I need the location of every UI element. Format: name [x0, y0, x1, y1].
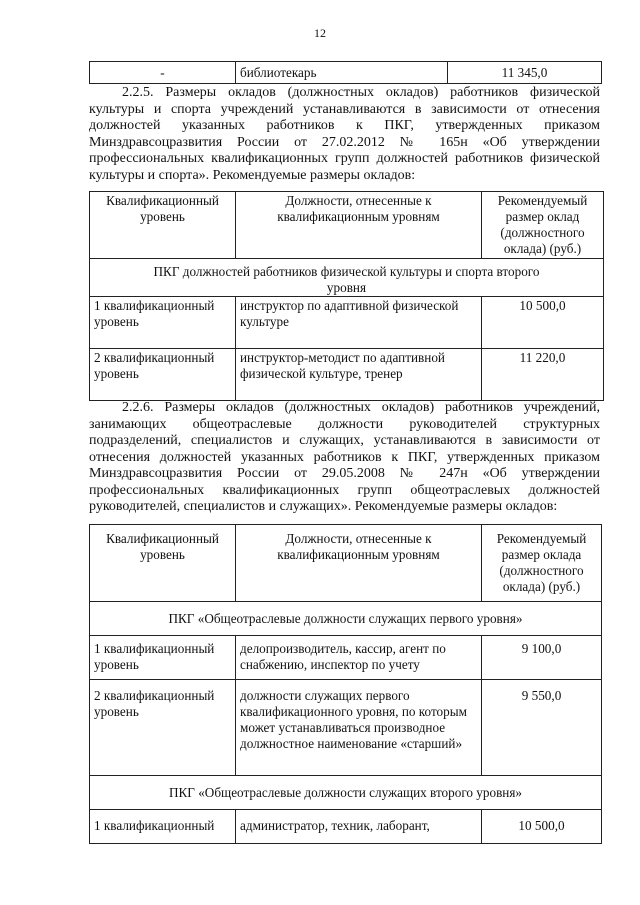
header-position: Должности, отнесенные к квалификационным уровням: [236, 192, 482, 259]
table-row: [90, 810, 602, 844]
table-row: [90, 680, 602, 776]
table-general-positions: [89, 524, 602, 844]
cell-position: инструктор по адаптивной физической культуре: [236, 297, 482, 349]
cell-level: 1 квалификационный уровень: [90, 636, 236, 680]
table-physical-culture: [89, 191, 604, 401]
table-row: [90, 62, 602, 84]
group-row: [90, 259, 604, 297]
table-row: [90, 297, 604, 349]
cell-position: инструктор-методист по адаптивной физической культуре, тренер: [236, 349, 482, 401]
header-salary: Рекомендуемый размер оклада (должностного оклада) (руб.): [482, 525, 602, 602]
cell-salary: 11 220,0: [482, 349, 604, 401]
cell-position: администратор, техник, лаборант,: [236, 810, 482, 844]
group-title: ПКГ должностей работников физической культуры и спорта второго уровня: [90, 259, 604, 297]
cell-salary: 11 345,0: [448, 62, 602, 84]
header-position: Должности, отнесенные к квалификационным уровням: [236, 525, 482, 602]
table-header-row: [90, 525, 602, 602]
cell-salary: 9 550,0: [482, 680, 602, 776]
group-title: ПКГ «Общеотраслевые должности служащих второго уровня»: [90, 776, 602, 810]
group-row: [90, 776, 602, 810]
cell-position: библиотекарь: [236, 62, 448, 84]
group-row: [90, 602, 602, 636]
table-row: [90, 349, 604, 401]
cell-level: 1 квалификационный: [90, 810, 236, 844]
table-row: [90, 636, 602, 680]
header-salary: Рекомендуемый размер оклад (должностного оклада) (руб.): [482, 192, 604, 259]
group-title: ПКГ «Общеотраслевые должности служащих первого уровня»: [90, 602, 602, 636]
cell-salary: 10 500,0: [482, 297, 604, 349]
continuation-table: [89, 61, 602, 84]
paragraph-2-2-6: 2.2.6. Размеры окладов (должностных окладов) работников учреждений, занимающих общеотраслевые должности руководителей структурных подразделений, специалистов и служащих, устанавливаются в зависимости от отнесения должностей указанных работников к ПКГ, утвержденных приказом Минздравсоцразвития России от 29.05.2008 № 247н «Об утверждении профессиональных квалификационных групп общеотраслевых должностей руководителей, специалистов и служащих». Рекомендуемые размеры окладов:: [89, 400, 600, 514]
cell-level: 2 квалификационный уровень: [90, 680, 236, 776]
header-level: Квалификационный уровень: [90, 525, 236, 602]
page-number: 12: [314, 26, 326, 40]
cell-level: 1 квалификационный уровень: [90, 297, 236, 349]
header-level: Квалификационный уровень: [90, 192, 236, 259]
cell-level: 2 квалификационный уровень: [90, 349, 236, 401]
cell-position: делопроизводитель, кассир, агент по снабжению, инспектор по учету: [236, 636, 482, 680]
table-header-row: [90, 192, 604, 259]
paragraph-2-2-5: 2.2.5. Размеры окладов (должностных окладов) работников физической культуры и спорта учреждений устанавливаются в зависимости от отнесения должностей указанных работников к ПКГ, утвержденных приказом Минздравсоцразвития России от 27.02.2012 № 165н «Об утверждении профессиональных квалификационных групп должностей работников физической культуры и спорта». Рекомендуемые размеры окладов:: [89, 85, 600, 183]
cell-salary: 9 100,0: [482, 636, 602, 680]
cell-salary: 10 500,0: [482, 810, 602, 844]
cell-position: должности служащих первого квалификационного уровня, по которым может устанавливаться производное должностное наименование «старший»: [236, 680, 482, 776]
cell-level: -: [90, 62, 236, 84]
